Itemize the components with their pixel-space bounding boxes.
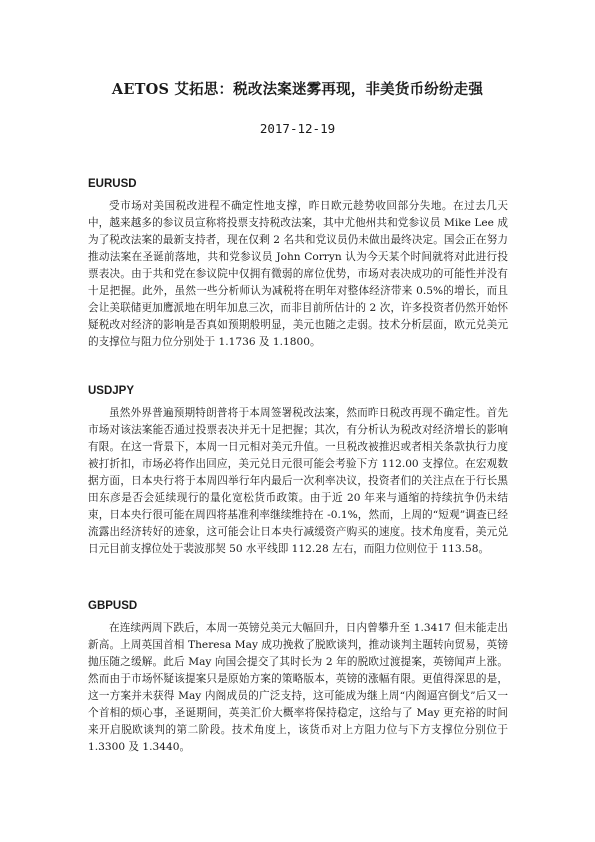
section-usdjpy (88, 385, 508, 558)
section-gbpusd (88, 600, 508, 756)
section-paragraph: 虽然外界普遍预期特朗普将于本周签署税改法案，然而昨日税改再现不确定性。首先市场对该法案能否通过投票表决并无十足把握；其次，有分析认为税改对经济增长的影响有限。在这一背景下，本周一日元相对美元升值。一旦税改被推迟或者相关条款执行力度被打折扣，市场必将作出回应，美元兑日元很可能会考验下方 112.00 支撑位。在宏观数据方面，日本央行将于本周四举行年内最后一次利率决议，投资者们的关注点在于行长黑田东彦是否会延续现行的量化宽松货币政策。由于近 20 年来与通缩的持续抗争仍未结束，日本央行很可能在周四将基准利率继续维持在 -0.1%，然而，上周的“短观”调查已经流露出经济转好的迹象，这可能会让日本央行减缓资产购买的速度。技术角度看，美元兑日元目前支撑位处于裴波那契 50 水平线即 112.28 左右，而阻力位则位于 113.58。 (88, 407, 508, 555)
document-date: 2017-12-19 (259, 121, 336, 136)
document-title: AETOS 艾拓思：税改法案迷雾再现，非美货币纷纷走强 (111, 81, 484, 98)
section-heading: EURUSD (88, 178, 137, 190)
section-heading: GBPUSD (88, 600, 138, 612)
section-paragraph: 受市场对美国税改进程不确定性地支撑，昨日欧元趁势收回部分失地。在过去几天中，越来越多的参议员宣称将投票支持税改法案，其中尤他州共和党参议员 Mike Lee 成为了税改法案的最新支持者，现在仅剩 2 名共和党议员仍未做出最终决定。国会正在努力推动法案在圣诞前落地，共和党参议员 John Corryn 认为今天某个时间就将对此进行投票表决。由于共和党在参议院中仅拥有微弱的席位优势，市场对表决成功的可能性并没有十足把握。此外，虽然一些分析师认为减税将在明年对整体经济带来 0.5%的增长，而且会让美联储更加鹰派地在明年加息三次，而非目前所估计的 2 次，许多投资者仍然开始怀疑税改对经济的影响是否真如预期般明显，美元也随之走弱。技术分析层面，欧元兑美元的支撑位与阻力位分别处于 1.1736 及 1.1800。 (88, 200, 508, 348)
section-heading: USDJPY (88, 385, 135, 397)
section-paragraph: 在连续两周下跌后，本周一英镑兑美元大幅回升，日内曾攀升至 1.3417 但未能走出新高。上周英国首相 Theresa May 成功挽救了脱欧谈判，推动谈判主题转向贸易，英镑抛压随之缓解。此后 May 向国会提交了其时长为 2 年的脱欧过渡提案，英镑闻声上涨。然而由于市场怀疑该提案只是原始方案的策略版本，英镑的涨幅有限。更值得深思的是，这一方案并未获得 May 内阁成员的广泛支持，这可能成为继上周“内阁逼宫倒戈”后又一个首相的烦心事，圣诞期间，英美汇价大概率将保持稳定，这给与了 May 更充裕的时间来开启脱欧谈判的第二阶段。技术角度上，该货币对上方阻力位与下方支撑位分别位于 1.3300 及 1.3440。 (88, 622, 508, 753)
section-eurusd (88, 178, 508, 351)
